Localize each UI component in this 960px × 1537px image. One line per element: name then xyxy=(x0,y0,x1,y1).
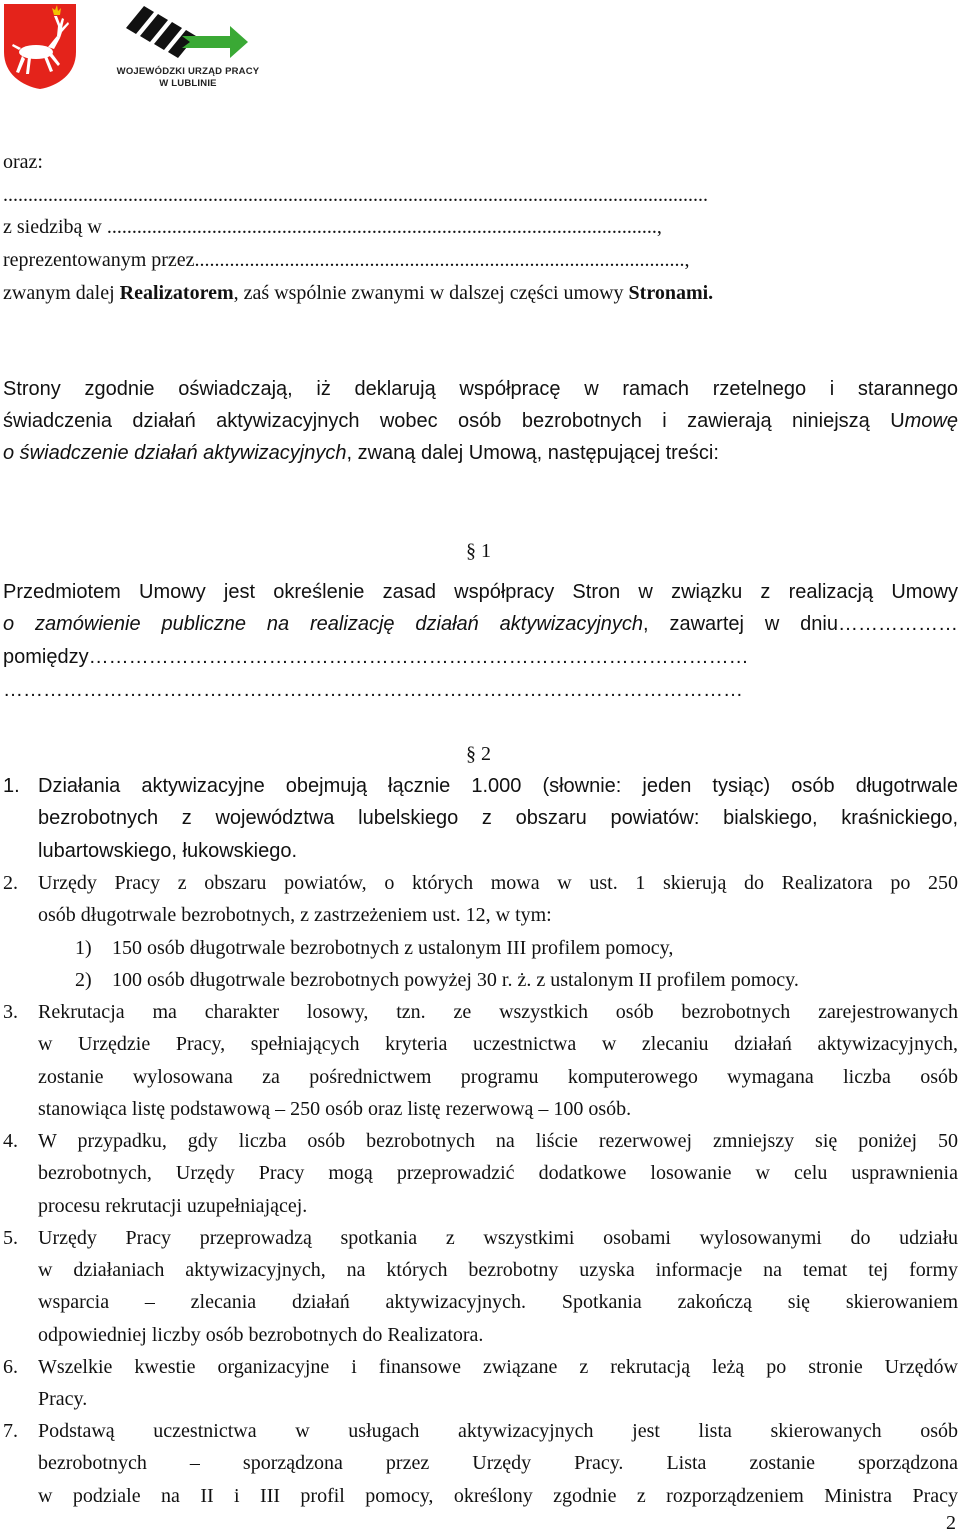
list-item-1-line-1: Działania aktywizacyjne obejmują łącznie 1.000 (słownie: jeden tysiąc) osób długotrwale xyxy=(38,775,958,797)
intro-line-1: oraz: xyxy=(3,151,43,173)
list-item-3-line-1: Rekrutacja ma charakter losowy, tzn. ze wszystkich osób bezrobotnych zarejestrowanych xyxy=(38,1001,958,1023)
item-number: 3. xyxy=(3,1001,18,1023)
item-number: 1. xyxy=(3,775,20,797)
sub-item-2: 100 osób długotrwale bezrobotnych powyżej 30 r. ż. z ustalonym II profilem pomocy. xyxy=(112,969,799,991)
page-number: 2 xyxy=(946,1512,956,1534)
lublin-coat-of-arms-icon xyxy=(2,2,78,90)
list-item-2-line-1: Urzędy Pracy z obszaru powiatów, o których mowa w ust. 1 skierują do Realizatora po 250 xyxy=(38,872,958,894)
list-item-5-line-2: w działaniach aktywizacyjnych, na których bezrobotny uzyska informacje na temat tej formy xyxy=(38,1259,958,1281)
intro-line-4: reprezentowanym przez.................................................................................................., xyxy=(3,249,690,271)
list-item-4-line-2: bezrobotnych, Urzędy Pracy mogą przeprowadzić dodatkowe losowanie w celu usprawnienia xyxy=(38,1162,958,1184)
realizator-term: Realizatorem xyxy=(119,282,234,304)
list-item-3-line-2: w Urzędzie Pracy, spełniających kryteria uczestnictwa w zlecaniu działań aktywizacyjnych, xyxy=(38,1033,958,1055)
list-item-5-line-1: Urzędy Pracy przeprowadzą spotkania z wszystkimi osobami wylosowanymi do udziału xyxy=(38,1227,958,1249)
list-item-4-line-1: W przypadku, gdy liczba osób bezrobotnych na liście rezerwowej zmniejszy się poniżej 50 xyxy=(38,1130,958,1152)
sub-item-number: 1) xyxy=(75,937,92,959)
list-item-5-line-3: wsparcia – zlecania działań aktywizacyjnych. Spotkania zakończą się skierowaniem xyxy=(38,1291,958,1313)
strony-term: Stronami. xyxy=(628,282,714,304)
item-number: 5. xyxy=(3,1227,18,1249)
intro-line-3: z siedzibą w .............................................................................................................., xyxy=(3,216,662,238)
sub-item-1: 150 osób długotrwale bezrobotnych z ustalonym III profilem pomocy, xyxy=(112,937,674,959)
list-item-3-line-3: zostanie wylosowana za pośrednictwem programu komputerowego wymagana liczba osób xyxy=(38,1066,958,1088)
list-item-7-line-3: w podziale na II i III profil pomocy, określony zgodnie z rozporządzeniem Ministra Pracy xyxy=(38,1485,958,1507)
section-1-heading: § 1 xyxy=(466,540,491,562)
list-item-1-line-2: bezrobotnych z województwa lubelskiego z obszaru powiatów: bialskiego, kraśnickiego, xyxy=(38,807,958,829)
list-item-3-line-4: stanowiąca listę podstawową – 250 osób oraz listę rezerwową – 100 osób. xyxy=(38,1098,632,1120)
item-number: 6. xyxy=(3,1356,18,1378)
item-number: 2. xyxy=(3,872,18,894)
list-item-4-line-3: procesu rekrutacji uzupełniającej. xyxy=(38,1195,308,1217)
office-name xyxy=(108,66,268,90)
office-name-line2: W LUBLINIE xyxy=(159,78,217,89)
office-name-line1: WOJEWÓDZKI URZĄD PRACY xyxy=(116,66,260,77)
item-number: 4. xyxy=(3,1130,18,1152)
list-item-7-line-2: bezrobotnych – sporządzona przez Urzędy Pracy. Lista zostanie sporządzona xyxy=(38,1452,958,1474)
list-item-6-line-2: Pracy. xyxy=(38,1388,88,1410)
section-2-heading: § 2 xyxy=(466,743,491,765)
s1-line-3: pomiędzy……………………………………………………………………………………… xyxy=(3,646,749,668)
intro-line-2: ............................................................................................................................................. xyxy=(3,184,708,206)
preamble-line-1: Strony zgodnie oświadczają, iż deklarują współpracę w ramach rzetelnego i starannego xyxy=(3,378,958,400)
list-item-1-line-3: lubartowskiego, łukowskiego. xyxy=(38,840,298,862)
list-item-7-line-1: Podstawą uczestnictwa w usługach aktywizacyjnych jest lista skierowanych osób xyxy=(38,1420,958,1442)
item-number: 7. xyxy=(3,1420,18,1442)
s1-line-4: ………………………………………………………………………………………………… xyxy=(3,679,743,701)
preamble-line-2: świadczenia działań aktywizacyjnych wobec osób bezrobotnych i zawierają niniejszą Umowę xyxy=(3,410,958,432)
list-item-5-line-4: odpowiedniej liczby osób bezrobotnych do Realizatora. xyxy=(38,1324,484,1346)
intro-line-5: zwanym dalej Realizatorem, zaś wspólnie zwanymi w dalszej części umowy Stronami. xyxy=(3,282,714,304)
s1-line-1: Przedmiotem Umowy jest określenie zasad współpracy Stron w związku z realizacją Umowy xyxy=(3,581,958,603)
preamble-line-3: o świadczenie działań aktywizacyjnych, zwaną dalej Umową, następującej treści: xyxy=(3,442,719,464)
list-item-6-line-1: Wszelkie kwestie organizacyjne i finansowe związane z rekrutacją leżą po stronie Urzędów xyxy=(38,1356,958,1378)
sub-item-number: 2) xyxy=(75,969,92,991)
s1-line-2: o zamówienie publiczne na realizację działań aktywizacyjnych, zawartej w dniu……………… xyxy=(3,613,958,635)
list-item-2-line-2: osób długotrwale bezrobotnych, z zastrzeżeniem ust. 12, w tym: xyxy=(38,904,552,926)
page-header xyxy=(0,0,960,100)
